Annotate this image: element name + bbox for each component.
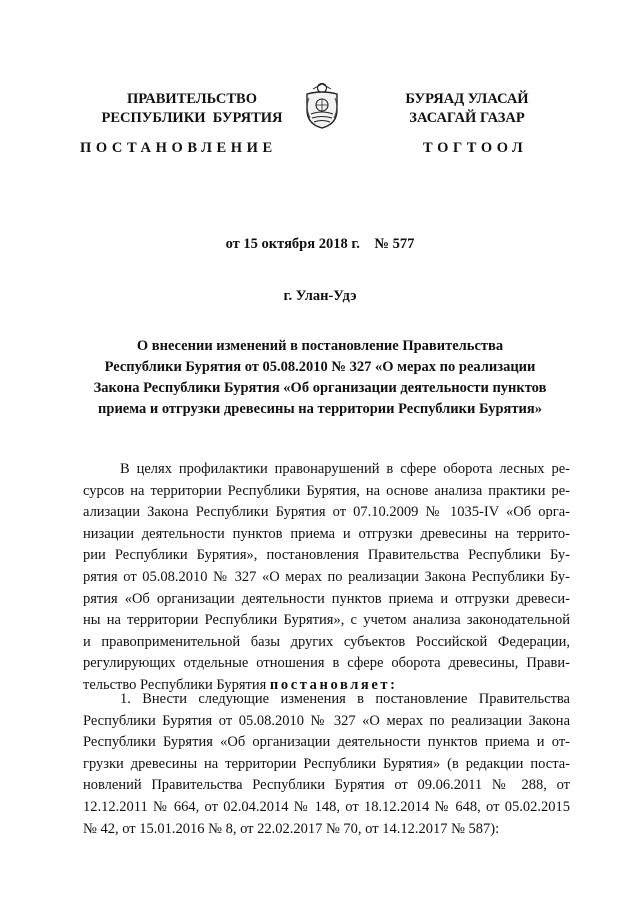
city: г. Улан-Удэ xyxy=(283,288,357,304)
document-title xyxy=(60,336,580,420)
paragraph-line-text: тельство Республики Бурятия xyxy=(83,676,267,693)
paragraph-line: новлений Правительства Республики Бурятия от 09.06.2011 № 288, от xyxy=(83,777,570,794)
paragraph-line: низации деятельности пунктов приема и отгрузки древесины на террито- xyxy=(83,525,570,542)
paragraph-line: 1. Внести следующие изменения в постановление Правительства xyxy=(120,691,570,707)
paragraph-line: ализации Закона Республики Бурятия от 07.10.2009 № 1035-IV «Об орга- xyxy=(83,504,570,521)
paragraph-line: рятия от 05.08.2010 № 327 «О мерах по реализации Закона Республики Бу- xyxy=(83,568,570,585)
document-type-buryat: ТОГТООЛ xyxy=(423,140,528,156)
item-1-paragraph xyxy=(83,689,570,840)
header-right-line: ЗАСАГАЙ ГАЗАР xyxy=(409,110,525,126)
paragraph-line: грузки древесины на территории Республики Бурятия» (в редакции поста- xyxy=(83,755,570,772)
date-and-number: от 15 октября 2018 г. № 577 xyxy=(225,236,415,252)
header-left-line: ПРАВИТЕЛЬСТВО xyxy=(127,91,257,107)
paragraph-line: и правоприменительной базы других субъектов Российской Федерации, xyxy=(83,633,570,650)
title-line: приема и отгрузки древесины на территории Республики Бурятия» xyxy=(98,401,542,417)
preamble-paragraph xyxy=(83,459,570,697)
title-line: Республики Бурятия от 05.08.2010 № 327 «О мерах по реализации xyxy=(104,359,536,375)
paragraph-line: № 42, от 15.01.2016 № 8, от 22.02.2017 № 70, от 14.12.2017 № 587): xyxy=(83,820,500,837)
paragraph-line: сурсов на территории Республики Бурятия, на основе анализа практики ре- xyxy=(83,482,570,499)
government-name-russian xyxy=(92,90,292,128)
header-right-line: БУРЯАД УЛАСАЙ xyxy=(405,91,529,107)
title-line: Закона Республики Бурятия «Об организации деятельности пунктов xyxy=(93,380,547,396)
resolves-keyword: постановляет: xyxy=(269,676,398,693)
coat-of-arms-icon xyxy=(301,80,343,130)
paragraph-line: Республики Бурятия от 05.08.2010 № 327 «О мерах по реализации Закона xyxy=(83,712,570,729)
paragraph-line: рятия «Об организации деятельности пунктов приема и отгрузки древеси- xyxy=(83,590,570,607)
paragraph-line: 12.12.2011 № 664, от 02.04.2014 № 148, от 18.12.2014 № 648, от 05.02.2015 xyxy=(83,798,570,815)
title-line: О внесении изменений в постановление Правительства xyxy=(136,338,504,354)
header-left-line: РЕСПУБЛИКИ БУРЯТИЯ xyxy=(101,110,283,126)
paragraph-line: регулирующих отдельные отношения в сфере оборота древесины, Прави- xyxy=(83,655,570,672)
paragraph-line: рии Республики Бурятия», постановления Правительства Республики Бу- xyxy=(83,547,570,564)
document-type-russian: ПОСТАНОВЛЕНИЕ xyxy=(80,140,277,156)
paragraph-line: ны на территории Республики Бурятия», с учетом анализа законодательной xyxy=(83,612,570,629)
paragraph-line: В целях профилактики правонарушений в сфере оборота лесных ре- xyxy=(120,461,570,477)
government-name-buryat xyxy=(392,90,542,128)
paragraph-line: Республики Бурятия «Об организации деятельности пунктов приема и от- xyxy=(83,734,570,751)
